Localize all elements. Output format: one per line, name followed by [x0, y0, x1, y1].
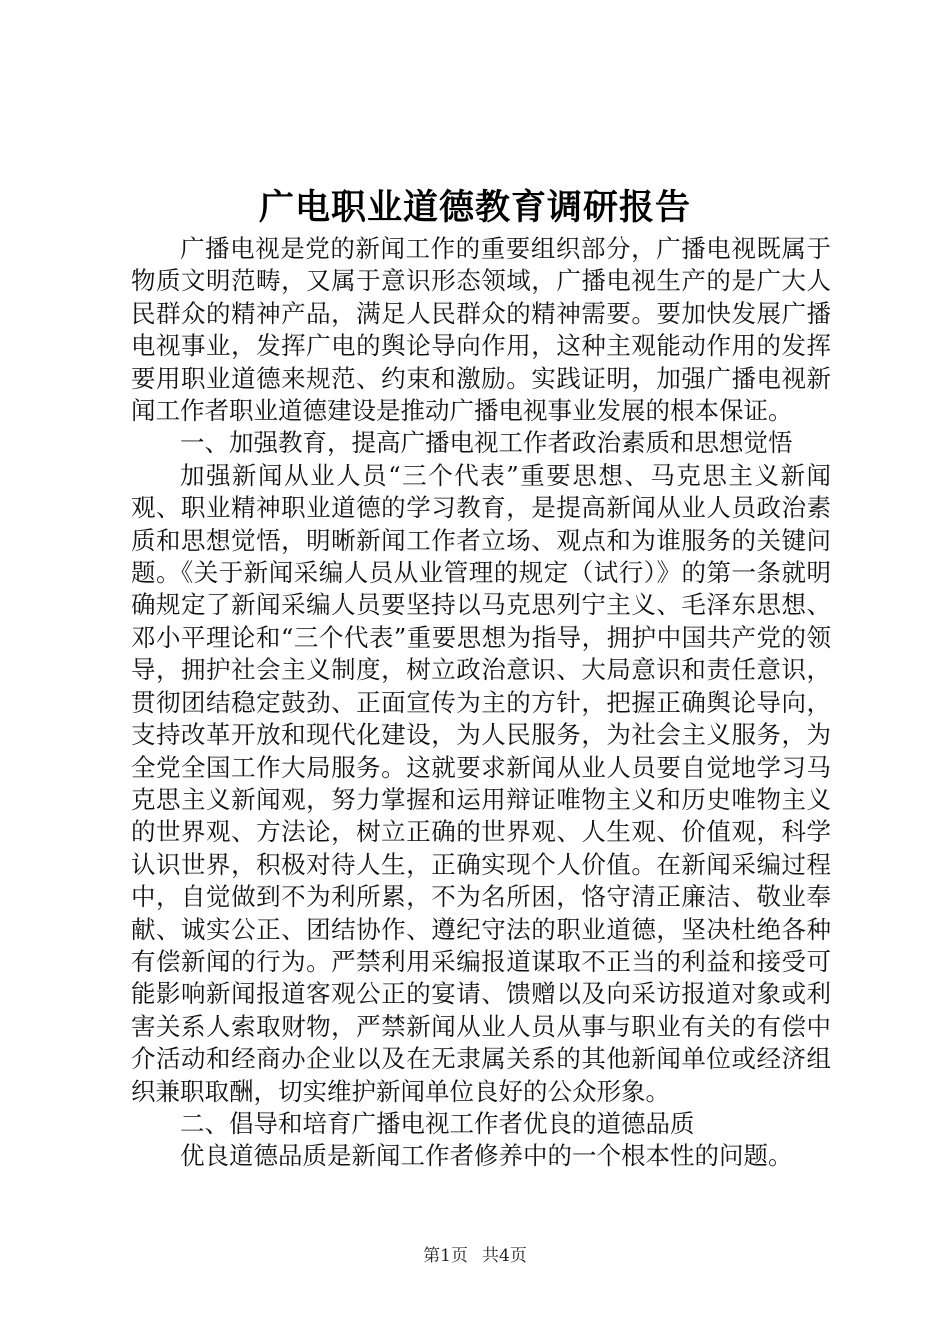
section-1-paragraph: 加强新闻从业人员“三个代表”重要思想、马克思主义新闻观、职业精神职业道德的学习教育，是提高新闻从业人员政治素质和思想觉悟，明晰新闻工作者立场、观点和为谁服务的关键问题。《关于新闻采编人员从业管理的规定（试行）》的第一条就明确规定了新闻采编人员要坚持以马克思列宁主义、毛泽东思想、邓小平理论和“三个代表”重要思想为指导，拥护中国共产党的领导，拥护社会主义制度，树立政治意识、大局意识和责任意识，贯彻团结稳定鼓劲、正面宣传为主的方针，把握正确舆论导向，支持改革开放和现代化建设，为人民服务，为社会主义服务，为全党全国工作大局服务。这就要求新闻从业人员要自觉地学习马克思主义新闻观，努力掌握和运用辩证唯物主义和历史唯物主义的世界观、方法论，树立正确的世界观、人生观、价值观，科学认识世界，积极对待人生，正确实现个人价值。在新闻采编过程中，自觉做到不为利所累，不为名所困，恪守清正廉洁、敬业奉献、诚实公正、团结协作、遵纪守法的职业道德，坚决杜绝各种有偿新闻的行为。严禁利用采编报道谋取不正当的利益和接受可能影响新闻报道客观公正的宴请、馈赠以及向采访报道对象或利害关系人索取财物，严禁新闻从业人员从事与职业有关的有偿中介活动和经商办企业以及在无隶属关系的其他新闻单位或经济组织兼职取酬，切实维护新闻单位良好的公众形象。 [131, 460, 831, 1106]
document-title: 广电职业道德教育调研报告 [258, 187, 691, 228]
page-footer [0, 1244, 950, 1268]
section-2-paragraph: 优良道德品质是新闻工作者修养中的一个根本性的问题。 [180, 1141, 793, 1171]
page-current-number: 第1页 [423, 1246, 468, 1266]
section-heading-1: 一、加强教育，提高广播电视工作者政治素质和思想觉悟 [180, 428, 793, 458]
page-total-count: 共4页 [482, 1246, 527, 1266]
document-body [131, 233, 831, 1173]
section-heading-2: 二、倡导和培育广播电视工作者优良的道德品质 [180, 1108, 695, 1138]
intro-paragraph: 广播电视是党的新闻工作的重要组织部分，广播电视既属于物质文明范畴，又属于意识形态领域，广播电视生产的是广大人民群众的精神产品，满足人民群众的精神需要。要加快发展广播电视事业，发挥广电的舆论导向作用，这种主观能动作用的发挥要用职业道德来规范、约束和激励。实践证明，加强广播电视新闻工作者职业道德建设是推动广播电视事业发展的根本保证。 [131, 234, 831, 426]
